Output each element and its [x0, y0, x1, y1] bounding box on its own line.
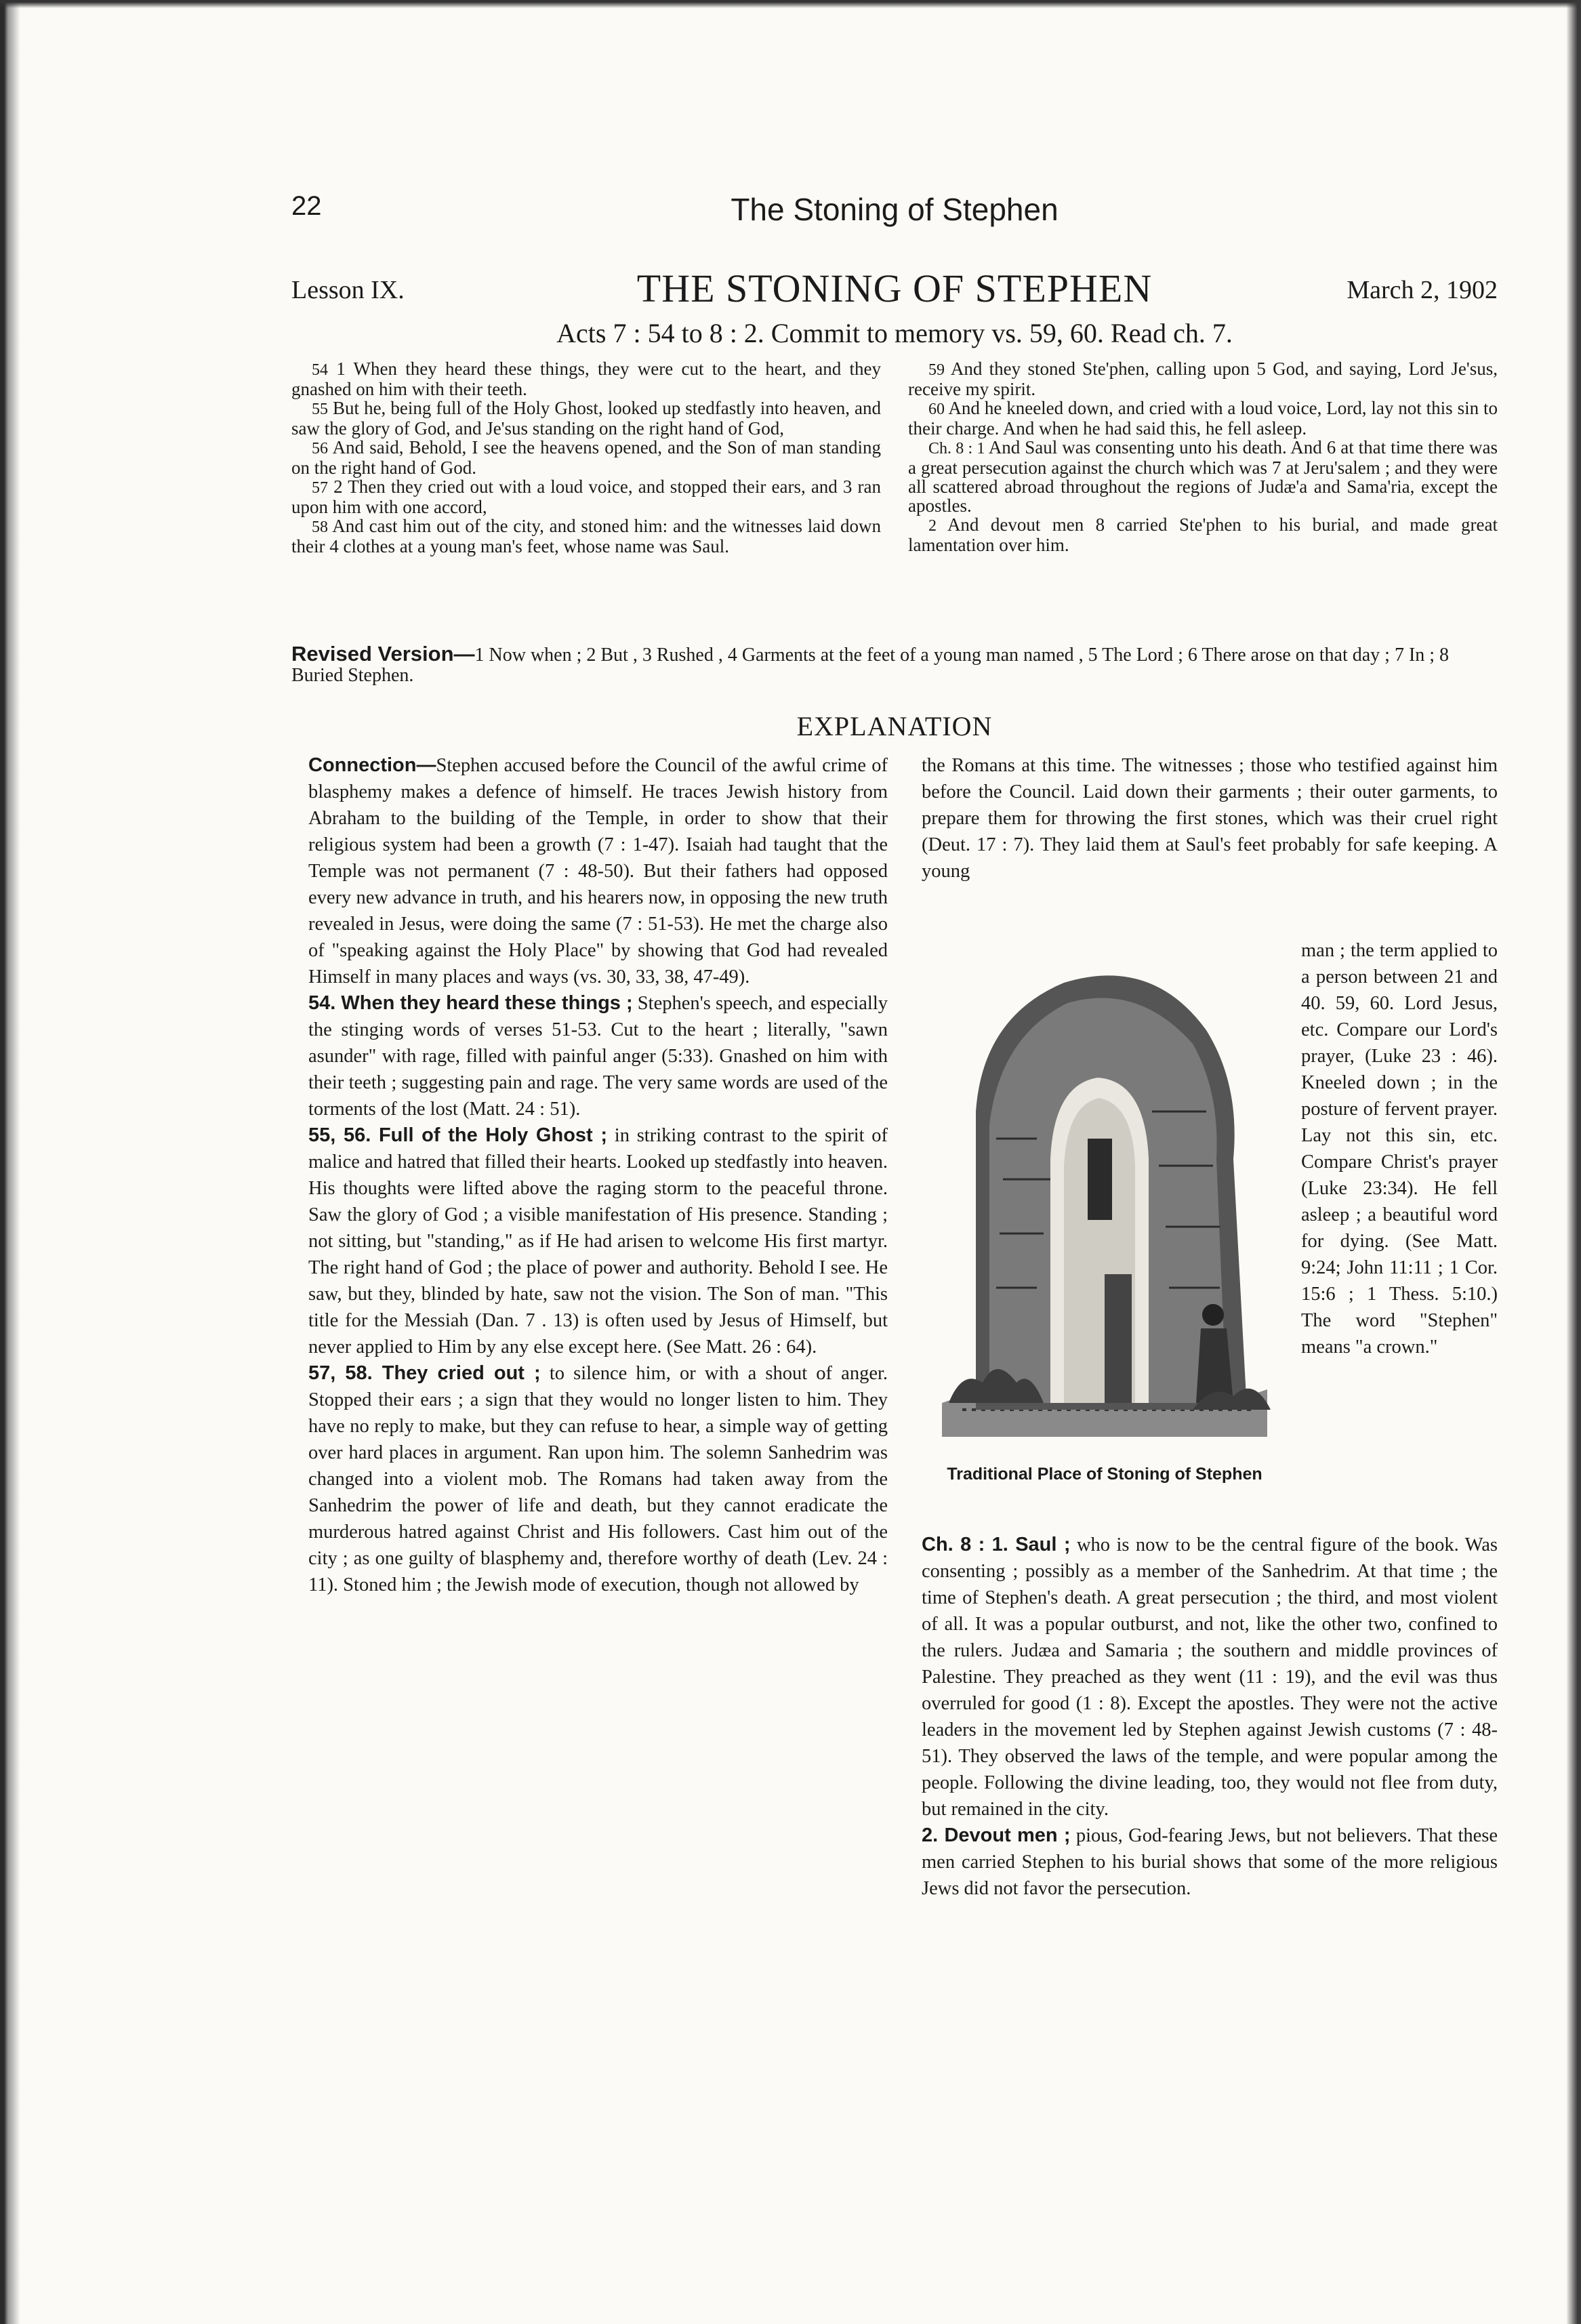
verse-number: 59	[928, 361, 945, 379]
page-number: 22	[291, 191, 322, 221]
explanation-term: 57, 58. They cried out ;	[308, 1362, 541, 1384]
explanation-heading: EXPLANATION	[796, 711, 993, 741]
explanation-column-right-top: the Romans at this time. The witnesses ; those who testified against him before the Council. Laid down their garments ; their outer garments, to prepare them for throwing the first stones, which was their cruel right (Deut. 17 : 7). They laid them at Saul's feet probably for safe keeping. A young	[922, 755, 1498, 882]
illustration-figure	[922, 935, 1288, 1498]
explanation-paragraph	[308, 752, 888, 990]
explanation-column-right-wrap: man ; the term applied to a person between 21 and 40. 59, 60. Lord Jesus, etc. Compare our Lord's prayer, (Luke 23 : 46). Kneeled down ; in the posture of fervent prayer. Lay not this sin, etc. Compare Christ's prayer (Luke 23:34). He fell asleep ; a beautiful word for dying. (See Matt. 9:24; John 11:11 ; 1 Cor. 15:6 ; 1 Thess. 5:10.) The word "Stephen" means "a crown."	[1301, 940, 1498, 1358]
scripture-verse	[291, 399, 881, 438]
verse-number: 54	[312, 361, 328, 379]
explanation-text: to silence him, or with a shout of anger. Stopped their ears ; a sign that they would no longer listen to him. They have no reply to make, but they can refuse to hear, a simple way of getting over hard places in argument. Ran upon him. The solemn Sanhedrim was changed into a violent mob. The Romans had taken away from the Sanhedrim the power of life and death, but they cannot eradicate the murderous hatred against Christ and His followers. Cast him out of the city ; as one guilty of blasphemy and, therefore worthy of death (Lev. 24 : 11). Stoned him ; the Jewish mode of execution, though not allowed by	[308, 1363, 888, 1595]
explanation-term: 55, 56. Full of the Holy Ghost ;	[308, 1124, 608, 1146]
verse-text: And Saul was consenting unto his death. And 6 at that time there was a great persecution against the church which was 7 at Jeru'salem ; and they were all scattered abroad throughout the regions of Judæ'a and Sama'ria, except the apostles.	[908, 437, 1498, 516]
verse-text: And said, Behold, I see the heavens opened, and the Son of man standing on the right hand of God.	[291, 437, 882, 478]
verse-text: But he, being full of the Holy Ghost, looked up stedfastly into heaven, and saw the glory of God, and Je'sus standing on the right hand of God,	[291, 398, 882, 439]
figure-caption: Traditional Place of Stoning of Stephen	[947, 1465, 1262, 1484]
lesson-header	[291, 266, 1498, 320]
explanation-column-right-bottom	[922, 1532, 1498, 1902]
running-title: The Stoning of Stephen	[731, 192, 1059, 227]
explanation-term: Ch. 8 : 1. Saul ;	[922, 1534, 1071, 1555]
scripture-verse	[908, 515, 1498, 554]
passage-reference: Acts 7 : 54 to 8 : 2. Commit to memory vs. 59, 60. Read ch. 7.	[556, 318, 1233, 348]
verse-number: 58	[312, 518, 328, 536]
verse-number: 2	[928, 517, 937, 535]
explanation-column-left	[308, 752, 888, 1598]
scripture-column-left	[291, 359, 881, 556]
explanation-paragraph	[308, 1360, 888, 1598]
verse-text: And devout men 8 carried Ste'phen to his burial, and made great lamentation over him.	[908, 514, 1498, 555]
explanation-text: in striking contrast to the spirit of malice and hatred that filled their hearts. Looked up stedfastly into heaven. His thoughts were lifted above the raging storm to the peaceful throne. Saw the glory of God ; a visible manifestation of His presence. Standing ; not sitting, but "standing," as if He had arisen to welcome His first martyr. The right hand of God ; the place of power and authority. Behold I see. He saw, but they, blinded by hate, saw not the vision. The Son of man. "This title for the Messiah (Dan. 7 . 13) is often used by Jesus of Himself, but never applied to Him by any else except here. (See Matt. 26 : 64).	[308, 1125, 888, 1358]
verse-number: 60	[928, 401, 945, 418]
explanation-text: who is now to be the central figure of the book. Was consenting ; possibly as a member of the Sanhedrim. At that time ; the time of Stephen's death. A great persecution ; the third, and most violent of all. It was a popular outburst, and not, like the other two, confined to the rulers. Judæa and Samaria ; the southern and middle provinces of Palestine. They preached as they went (11 : 19), and the evil was thus overruled for good (1 : 8). Except the apostles. They were not the active leaders in the movement led by Stephen against Jewish customs (7 : 48-51). They observed the laws of the temple, and were popular among the people. Following the divine leading, too, they would not flee from duty, but remained in the city.	[922, 1534, 1498, 1820]
scan-edge-left	[0, 0, 20, 2324]
scan-edge-right	[1566, 0, 1581, 2324]
lesson-title: THE STONING OF STEPHEN	[636, 266, 1153, 310]
scripture-verse	[291, 477, 881, 516]
revised-version-label: Revised Version—	[291, 642, 475, 666]
scripture-verse	[908, 399, 1498, 438]
explanation-paragraph	[922, 1532, 1498, 1822]
explanation-paragraph	[308, 1122, 888, 1360]
scripture-verse	[291, 359, 881, 399]
revised-version-text: 1 Now when ; 2 But , 3 Rushed , 4 Garments at the feet of a young man named , 5 The Lord ; 6 There arose on that day ; 7 In ; 8 Buried Stephen.	[291, 645, 1450, 686]
verse-number: 55	[312, 401, 328, 418]
scripture-verse	[291, 438, 881, 477]
explanation-paragraph	[922, 1822, 1498, 1902]
running-head	[291, 191, 1498, 232]
scan-edge-top	[0, 0, 1581, 8]
explanation-text: Stephen accused before the Council of the awful crime of blasphemy makes a defence of himself. He traces Jewish history from Abraham to the building of the Temple, in order to show that their religious system had been a growth (7 : 1-47). Isaiah had taught that the Temple was not permanent (7 : 48-50). But their fathers had opposed every new advance in truth, and his hearers now, in opposing the new truth revealed in Jesus, were doing the same (7 : 51-53). He met the charge also of "speaking against the Holy Place" by showing that God had revealed Himself in many places and ways (vs. 30, 33, 38, 47-49).	[308, 755, 888, 987]
verse-text: And they stoned Ste'phen, calling upon 5 God, and saying, Lord Je'sus, receive my spirit.	[908, 359, 1498, 399]
explanation-paragraph	[308, 990, 888, 1122]
verse-number: Ch. 8 : 1	[928, 440, 985, 457]
explanation-term: 54. When they heard these things ;	[308, 992, 633, 1014]
verse-number: 57	[312, 479, 328, 497]
ruined-arch-illustration	[935, 935, 1274, 1457]
verse-text: 2 Then they cried out with a loud voice, and stopped their ears, and 3 ran upon him with one accord,	[291, 476, 881, 517]
verse-text: And cast him out of the city, and stoned him: and the witnesses laid down their 4 clothes at a young man's feet, whose name was Saul.	[291, 516, 881, 556]
revised-version-note	[291, 644, 1498, 686]
verse-number: 56	[312, 440, 328, 457]
lesson-number: Lesson IX.	[291, 276, 405, 304]
explanation-text: pious, God-fearing Jews, but not believers. That these men carried Stephen to his burial shows that some of the more religious Jews did not favor the persecution.	[922, 1825, 1498, 1899]
scripture-column-right	[908, 359, 1498, 554]
lesson-date: March 2, 1902	[1347, 276, 1498, 304]
verse-text: And he kneeled down, and cried with a loud voice, Lord, lay not this sin to their charge. And when he had said this, he fell asleep.	[908, 398, 1498, 439]
explanation-text: Stephen's speech, and especially the stinging words of verses 51-53. Cut to the heart ; literally, "sawn asunder" with rage, filled with painful anger (5:33). Gnashed on him with their teeth ; suggesting pain and rage. The very same words are used of the torments of the lost (Matt. 24 : 51).	[308, 993, 888, 1120]
scripture-verse	[291, 516, 881, 556]
scripture-verse	[908, 438, 1498, 515]
scripture-verse	[908, 359, 1498, 399]
explanation-term: Connection—	[308, 754, 436, 776]
explanation-term: 2. Devout men ;	[922, 1824, 1071, 1846]
verse-text: 1 When they heard these things, they were cut to the heart, and they gnashed on him with their teeth.	[291, 359, 882, 399]
